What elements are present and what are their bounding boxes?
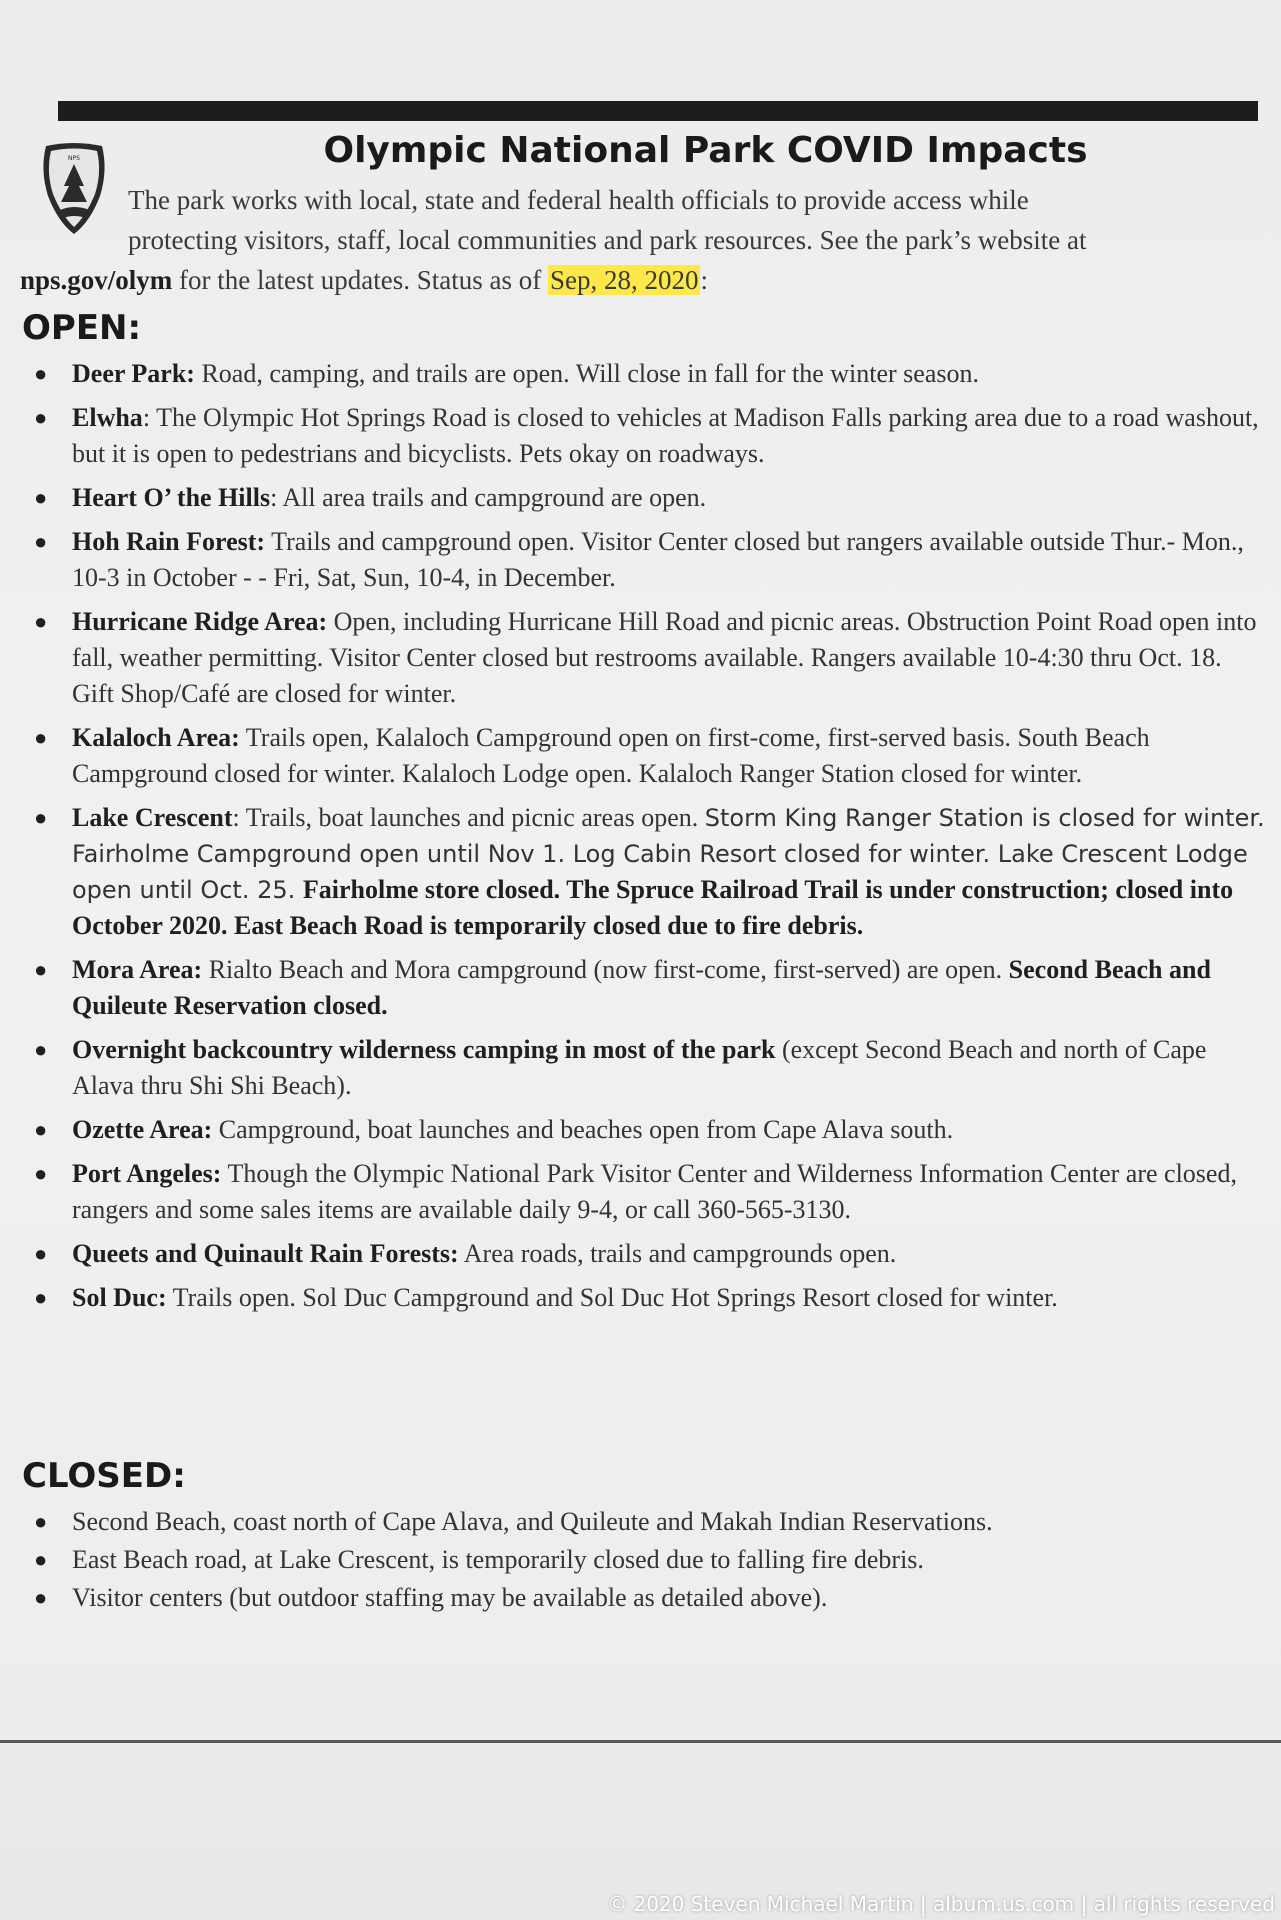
intro-line-2: protecting visitors, staff, local communities and park resources. See the park’s website at [128,225,1087,255]
open-item-deer-park: ● Deer Park: Road, camping, and trails are open. Will close in fall for the winter season. [34,359,979,388]
open-item-queets-quinault: ● Queets and Quinault Rain Forests: Area roads, trails and campgrounds open. [34,1239,897,1268]
open-item-lake-crescent: ● Lake Crescent: Trails, boat launches and picnic areas open. Storm King Ranger Station is closed for winter. Fairholme Campground open until Nov 1. Log Cabin Resort closed for winter. Lake Crescent Lodge open until Oct. 25. Fairholme store closed. The Spruce Railroad Trail is under construction; closed into October 2020. East Beach Road is temporarily closed due to fire debris. [34,803,1265,940]
header-rule [58,101,1258,121]
park-website-link: nps.gov/olym [20,265,173,295]
open-heading: OPEN: [22,308,142,348]
open-item-mora: ● Mora Area: Rialto Beach and Mora campground (now first-come, first-served) are open. Second Beach and Quileute Reservation closed. [34,955,1211,1020]
open-item-kalaloch: ● Kalaloch Area: Trails open, Kalaloch Campground open on first-come, first-served basis. South Beach Campground closed for winter. Kalaloch Lodge open. Kalaloch Ranger Station closed for winter. [34,723,1150,788]
open-item-heart-o-the-hills: ● Heart O’ the Hills: All area trails and campground are open. [34,483,707,512]
intro-line-3-text: for the latest updates. Status as of [172,265,548,295]
intro-line-3 [20,260,1265,300]
page-title: Olympic National Park COVID Impacts [323,130,1088,171]
open-list [30,356,1265,1324]
open-item-backcountry-camping: ● Overnight backcountry wilderness camping in most of the park (except Second Beach and north of Cape Alava thru Shi Shi Beach). [34,1035,1207,1100]
open-item-ozette: ● Ozette Area: Campground, boat launches and beaches open from Cape Alava south. [34,1115,954,1144]
open-item-hoh-rain-forest: ● Hoh Rain Forest: Trails and campground open. Visitor Center closed but rangers available outside Thur.- Mon., 10-3 in October - - Fri, Sat, Sun, 10-4, in December. [34,527,1244,592]
intro-line-1: The park works with local, state and federal health officials to provide access while [128,185,1029,215]
closed-heading: CLOSED: [22,1456,186,1496]
closed-item: ● Second Beach, coast north of Cape Alava, and Quileute and Makah Indian Reservations. [34,1507,993,1536]
copyright-watermark: © 2020 Steven Michael Martin | album.us.com | all rights reserved [607,1892,1275,1916]
closed-item: ● East Beach road, at Lake Crescent, is temporarily closed due to falling fire debris. [34,1545,924,1574]
intro-line-3-end: : [700,265,708,295]
svg-text:NPS: NPS [68,155,80,162]
status-date-highlight: Sep, 28, 2020 [549,265,699,295]
open-item-sol-duc: ● Sol Duc: Trails open. Sol Duc Campground and Sol Duc Hot Springs Resort closed for winter. [34,1283,1058,1312]
closed-item: ● Visitor centers (but outdoor staffing may be available as detailed above). [34,1583,828,1612]
open-item-port-angeles: ● Port Angeles: Though the Olympic National Park Visitor Center and Wilderness Information Center are closed, rangers and some sales items are available daily 9-4, or call 360-565-3130. [34,1159,1237,1224]
intro-paragraph [20,180,1265,300]
closed-list [30,1504,1265,1618]
open-item-hurricane-ridge: ● Hurricane Ridge Area: Open, including Hurricane Hill Road and picnic areas. Obstruction Point Road open into fall, weather permitting. Visitor Center closed but restrooms available. Rangers available 10-4:30 thru Oct. 18. Gift Shop/Café are closed for winter. [34,607,1257,708]
open-item-elwha: ● Elwha: The Olympic Hot Springs Road is closed to vehicles at Madison Falls parking area due to a road washout, but it is open to pedestrians and bicyclists. Pets okay on roadways. [34,403,1259,468]
